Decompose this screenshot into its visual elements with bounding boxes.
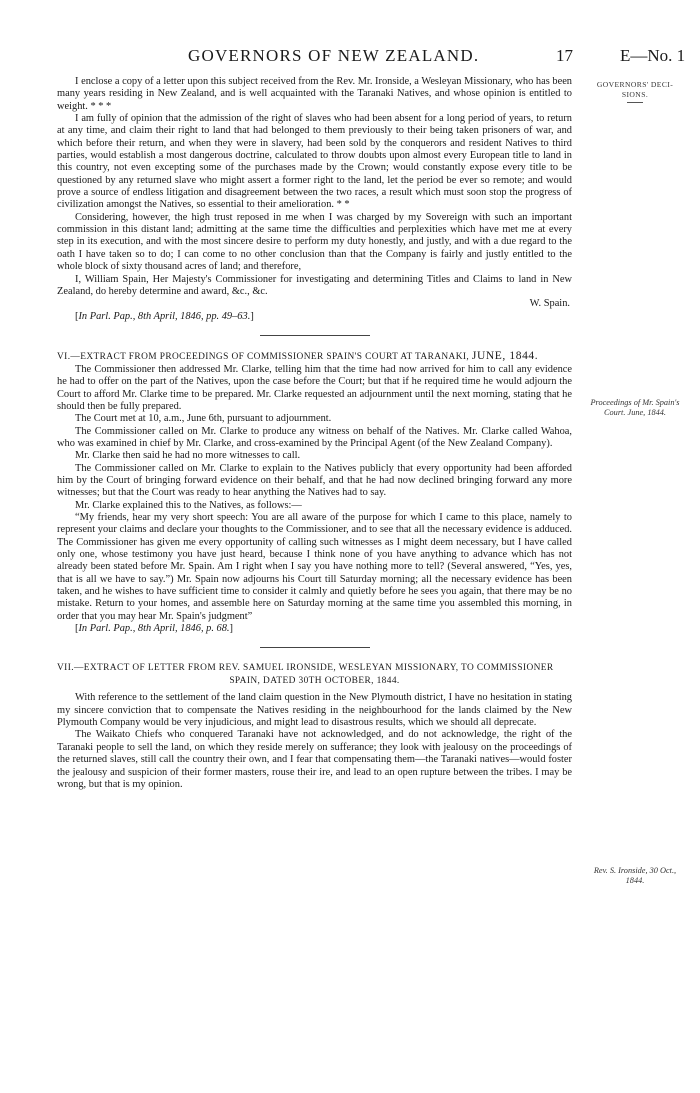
section-heading-text: VII.—EXTRACT OF LETTER FROM REV. SAMUEL IRONSIDE, WESLEYAN MISSIONARY, TO COMMISSIONER: [57, 663, 554, 674]
paragraph: Mr. Clarke then said he had no more witnesses to call.: [75, 450, 301, 462]
paragraph: Mr. Clarke explained this to the Natives, as follows:—: [75, 499, 302, 511]
section-heading-text: VI.—EXTRACT FROM PROCEEDINGS OF COMMISSIONER SPAIN'S COURT AT TARANAKI,: [57, 351, 472, 362]
section-heading-date: JUNE, 1844.: [471, 349, 539, 362]
section-heading-line2: SPAIN, DATED 30TH OCTOBER, 1844.: [229, 676, 400, 687]
paragraph: I, William Spain, Her Majesty's Commissioner for investigating and determining Titles and Claims to land in New Zealand, do hereby determine and award, &c., &c.: [57, 273, 572, 297]
margin-note-decisions: [588, 80, 682, 103]
paragraph: The Commissioner called on Mr. Clarke to explain to the Natives publicly that every opportunity had been afforded him by the Court of bringing forward evidence on their behalf, and that he had now declined bringing forward any more witnesses; but that the Court was ready to hear anything the Natives had to say.: [57, 462, 572, 499]
paragraph: “My friends, hear my very short speech: You are all aware of the purpose for which I came to this place, namely to represent your claims and declare your thoughts to the Commissioner, and to see that all the necessary evidence is adduced. The Commissioner has given me every opportunity of calling such witnesses as I might deem necessary, but I have called only one, whose testimony you have just heard, because I think none of you have anything to advance which has not already been stated before Mr. Spain. Am I right when I say you have nothing more to tell? (Several answered, “Yes, yes, that is all we have to say.”) Mr. Spain now adjourns his Court till Saturday morning; all the necessary evidence has been taken, and he wishes to have sufficient time to consider it calmly and quietly before he sees you again, that there may be no mistake. Return to your homes, and assemble here on Saturday morning at the same time you assembled this morning, in order that you may hear Mr. Spain's judgment”: [57, 512, 572, 622]
citation: [In Parl. Pap., 8th April, 1846, p. 68.]: [75, 623, 233, 635]
paragraph: With reference to the settlement of the land claim question in the New Plymouth district, I have no hesitation in stating my sincere conviction that to compensate the Natives residing in the neighbourhood for the lands claimed by the New Plymouth Company would be very injudicious, and might lead to disastrous results, which we should all deprecate.: [57, 692, 572, 729]
paragraph: I enclose a copy of a letter upon this subject received from the Rev. Mr. Ironside, a Wesleyan Missionary, who has been many years residing in New Zealand, and is well acquainted with the Taranaki Natives, and whose opinion is entitled to weight. * * *: [57, 76, 572, 112]
margin-note-proceedings: Proceedings of Mr. Spain's Court. June, 1844.: [590, 398, 680, 417]
page-header: [0, 46, 700, 68]
section-heading: [57, 662, 572, 675]
section-divider: [260, 647, 370, 648]
margin-note-ironside: Rev. S. Ironside, 30 Oct., 1844.: [593, 866, 677, 885]
paragraph: Considering, however, the high trust reposed in me when I was charged by my Sovereign with such an important commission in this distant land; admitting at the same time the difficulties and perplexities which have met me at every step in its execution, and with the most sincere desire to perform my duty honestly, and justly, and with a due regard to the oath I have taken so to do; I can come to no other conclusion than that the Company is fairly and justly entitled to the whole block of sixty thousand acres of land; and therefore,: [57, 211, 572, 273]
running-title: GOVERNORS OF NEW ZEALAND.: [188, 46, 480, 65]
section-divider: [260, 335, 370, 336]
paragraph: The Commissioner then addressed Mr. Clarke, telling him that the time had now arrived for him to call any evidence he had to offer on the part of the Natives, upon the case before the Court; but that if he required time he would adjourn the Court to afford Mr. Clarke time to be prepared. Mr. Clarke requested an adjournment until the next morning, stating that he should then be fully prepared.: [57, 363, 572, 412]
citation-text: In Parl. Pap., 8th April, 1846, pp. 49–63.: [78, 310, 251, 322]
paragraph: The Court met at 10, a.m., June 6th, pursuant to adjournment.: [75, 413, 332, 425]
document-reference: E—No. 1: [620, 46, 686, 65]
signature: W. Spain.: [529, 298, 570, 310]
paragraph: The Waikato Chiefs who conquered Taranaki have not acknowledged, and do not acknowledge, the right of the Taranaki people to sell the land, on which they reside merely on sufferance; they look with jealousy on the proceedings of the returned slaves, still call the country their own, and I fear that compensating them—the Taranaki natives—would foster the jealousy and suspicion of their former masters, rouse their ire, and lead to an open rupture between the tribes. I may be wrong, but that is my opinion.: [57, 729, 572, 790]
paragraph: The Commissioner called on Mr. Clarke to produce any witness on behalf of the Natives. Mr. Clarke called Wahoa, who was examined in chief by Mr. Clarke, and cross-examined by the Principal Agent (of the New Zealand Company).: [57, 425, 572, 449]
main-text-column: [57, 76, 572, 791]
section-heading: [57, 350, 572, 364]
page-number: 17: [556, 46, 573, 65]
citation-text: In Parl. Pap., 8th April, 1846, p. 68.: [78, 623, 230, 635]
margin-dash: [627, 102, 643, 103]
citation: [In Parl. Pap., 8th April, 1846, pp. 49–63.]: [75, 310, 254, 322]
margin-note-decisions-text: GOVERNORS' DECI-SIONS.: [596, 80, 674, 99]
paragraph: I am fully of opinion that the admission of the right of slaves who had been absent for a long period of years, to return at any time, and claim their right to land that had belonged to them previously to their being taken prisoners of war, and which before their return, and when they were in slavery, had been sold by the conquerors and resident Natives to third parties, would establish a most dangerous doctrine, calculated to throw doubts upon almost every European title to land in this country, not even excepting some of the purchases made by the Crown; would constantly expose every title to be questioned by any returned slave who might assert a former right to the land, let the period be ever so remote; and would prove a source of endless litigation and disagreement between the two races, a result which must soon stop the progress of civilization amongst the Natives, so essential to their amelioration. * *: [57, 113, 572, 211]
